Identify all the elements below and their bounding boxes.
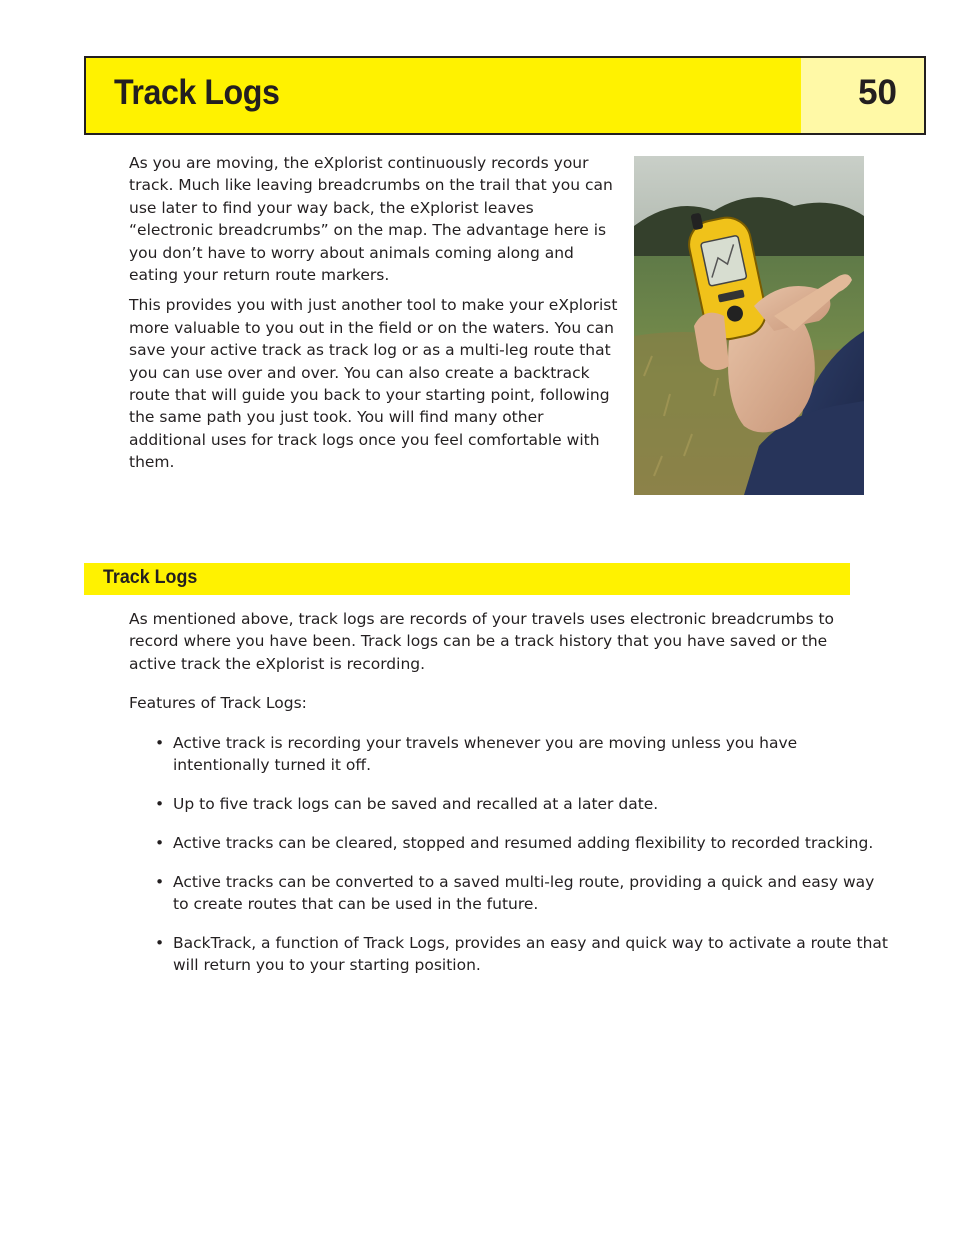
list-item	[129, 932, 894, 977]
list-item	[129, 732, 894, 777]
section-body	[129, 608, 888, 993]
bullet-icon: •	[155, 934, 165, 953]
bullet-icon: •	[155, 733, 165, 752]
page-number: 50	[858, 73, 897, 112]
page-number-box	[801, 58, 924, 133]
list-item	[129, 871, 894, 916]
list-item-text: Active tracks can be cleared, stopped and resumed adding flexibility to recorded tracking.	[173, 833, 874, 852]
list-item-text: Active tracks can be converted to a saved multi-leg route, providing a quick and easy way to create routes that can be used in the future.	[173, 872, 875, 914]
intro-paragraph-2: This provides you with just another tool to make your eXplorist more valuable to you out in the field or on the waters. You can save your active track as track log or as a multi-leg route that you can use over and over. You can also create a backtrack route that will guide you back to your starting point, following the same path you just took. You will find many other additional uses for track logs once you feel comfortable with them.	[129, 296, 618, 472]
bullet-icon: •	[155, 794, 165, 813]
page-header	[84, 56, 926, 135]
gps-device-photo	[634, 156, 864, 495]
section-paragraph: As mentioned above, track logs are records of your travels uses electronic breadcrumbs to record where you have been. Track logs can be a track history that you have saved or the active track the eXplorist is recording.	[129, 610, 835, 673]
features-list	[129, 732, 894, 977]
features-label: Features of Track Logs:	[129, 694, 307, 713]
page-title: Track Logs	[114, 73, 280, 112]
intro-text	[129, 152, 621, 482]
list-item-text: Up to five track logs can be saved and recalled at a later date.	[173, 794, 659, 813]
list-item-text: Active track is recording your travels whenever you are moving unless you have intentionally turned it off.	[173, 733, 798, 775]
section-title: Track Logs	[103, 567, 198, 588]
list-item	[129, 832, 894, 854]
gps-device-illustration	[634, 156, 864, 495]
intro-paragraph-1: As you are moving, the eXplorist continuously records your track. Much like leaving breadcrumbs on the trail that you can use later to find your way back, the eXplorist leaves “electronic breadcrumbs” on the map. The advantage here is you don’t have to worry about animals coming along and eating your return route markers.	[129, 154, 613, 285]
section-header	[84, 563, 850, 595]
bullet-icon: •	[155, 872, 165, 891]
bullet-icon: •	[155, 833, 165, 852]
list-item	[129, 793, 894, 815]
list-item-text: BackTrack, a function of Track Logs, provides an easy and quick way to activate a route that will return you to your starting position.	[173, 934, 888, 975]
